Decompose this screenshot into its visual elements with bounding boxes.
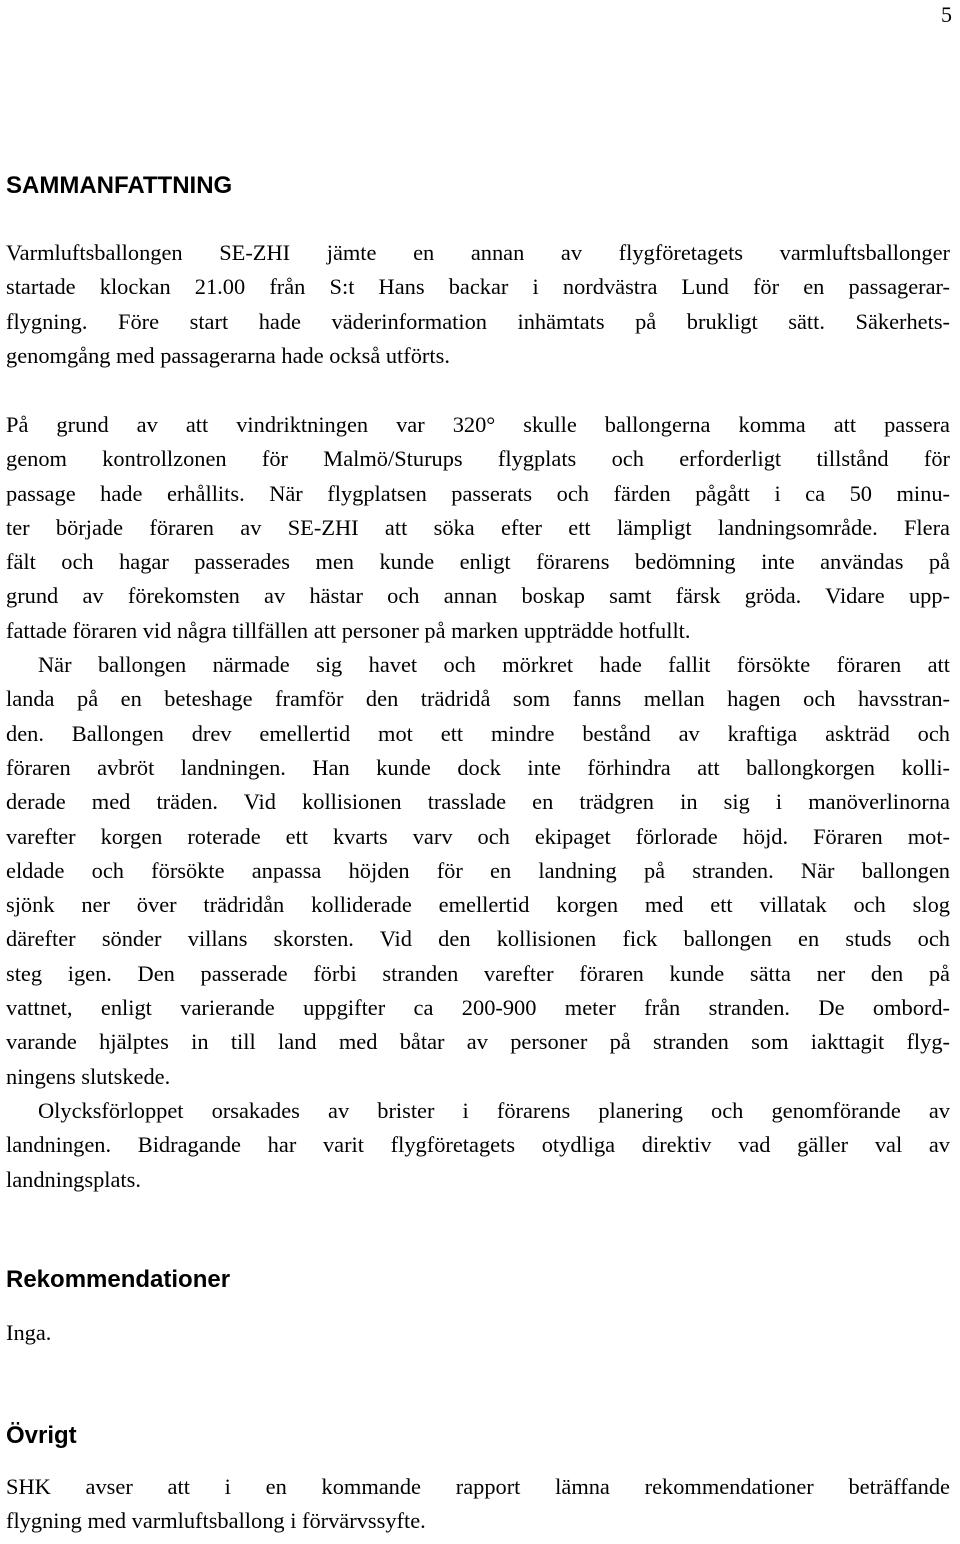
text-line: genom kontrollzonen för Malmö/Sturups flygplats och erforderligt tillstånd för xyxy=(6,446,950,472)
text-line: genomgång med passagerarna hade också utförts. xyxy=(6,342,450,368)
text-line: därefter sönder villans skorsten. Vid den kollisionen fick ballongen en studs och xyxy=(6,926,950,952)
text-line: landa på en beteshage framför den trädridå som fanns mellan hagen och havsstran- xyxy=(6,686,950,712)
summary-heading: SAMMANFATTNING xyxy=(6,172,233,199)
text-line: landningsplats. xyxy=(6,1166,141,1192)
summary-paragraph-2 xyxy=(6,408,950,1197)
text-line: sjönk ner över trädridån kolliderade emellertid korgen med ett villatak och slog xyxy=(6,892,950,918)
other-paragraph xyxy=(6,1470,950,1539)
text-line: varande hjälptes in till land med båtar av personer på stranden som iakttagit flyg- xyxy=(6,1029,950,1055)
text-line: Olycksförloppet orsakades av brister i förarens planering och genomförande av xyxy=(38,1097,950,1123)
text-line: flygning. Före start hade väderinformation inhämtats på brukligt sätt. Säkerhets- xyxy=(6,308,950,334)
text-line: flygning med varmluftsballong i förvärvssyfte. xyxy=(6,1508,426,1534)
text-line: landningen. Bidragande har varit flygföretagets otydliga direktiv vad gäller val av xyxy=(6,1132,950,1158)
text-line: eldade och försökte anpassa höjden för en landning på stranden. När ballongen xyxy=(6,857,950,883)
text-line: derade med träden. Vid kollisionen trasslade en trädgren in sig i manöverlinorna xyxy=(6,789,950,815)
page-number: 5 xyxy=(941,2,952,27)
text-line: grund av förekomsten av hästar och annan boskap samt färsk gröda. Vidare upp- xyxy=(6,583,950,609)
recommendations-heading: Rekommendationer xyxy=(6,1266,231,1293)
text-line: fattade föraren vid några tillfällen att personer på marken uppträdde hotfullt. xyxy=(6,617,691,643)
text-line: På grund av att vindriktningen var 320° skulle ballongerna komma att passera xyxy=(6,412,950,437)
text-line: När ballongen närmade sig havet och mörkret hade fallit försökte föraren att xyxy=(38,652,950,678)
text-line: fält och hagar passerades men kunde enligt förarens bedömning inte användas på xyxy=(6,549,950,575)
text-line: ter började föraren av SE-ZHI att söka efter ett lämpligt landningsområde. Flera xyxy=(6,514,950,540)
text-line: varefter korgen roterade ett kvarts varv och ekipaget förlorade höjd. Föraren mot- xyxy=(6,823,950,849)
text-line: passage hade erhållits. När flygplatsen passerats och färden pågått i ca 50 minu- xyxy=(6,480,950,506)
text-line: startade klockan 21.00 från S:t Hans backar i nordvästra Lund för en passagerar- xyxy=(6,274,950,300)
text-line: SHK avser att i en kommande rapport lämna rekommendationer beträffande xyxy=(6,1474,950,1499)
text-line: föraren avbröt landningen. Han kunde dock inte förhindra att ballongkorgen kolli- xyxy=(6,754,950,780)
text-line: ningens slutskede. xyxy=(6,1063,171,1089)
other-heading: Övrigt xyxy=(6,1422,77,1449)
summary-paragraph-1 xyxy=(6,236,950,373)
text-line: steg igen. Den passerade förbi stranden varefter föraren kunde sätta ner den på xyxy=(6,960,950,986)
text-line: den. Ballongen drev emellertid mot ett mindre bestånd av kraftiga askträd och xyxy=(6,720,950,746)
text-line: vattnet, enligt varierande uppgifter ca 200-900 meter från stranden. De ombord- xyxy=(6,995,950,1021)
text-line: Varmluftsballongen SE-ZHI jämte en annan av flygföretagets varmluftsballonger xyxy=(6,240,950,265)
recommendations-text: Inga. xyxy=(6,1320,52,1345)
